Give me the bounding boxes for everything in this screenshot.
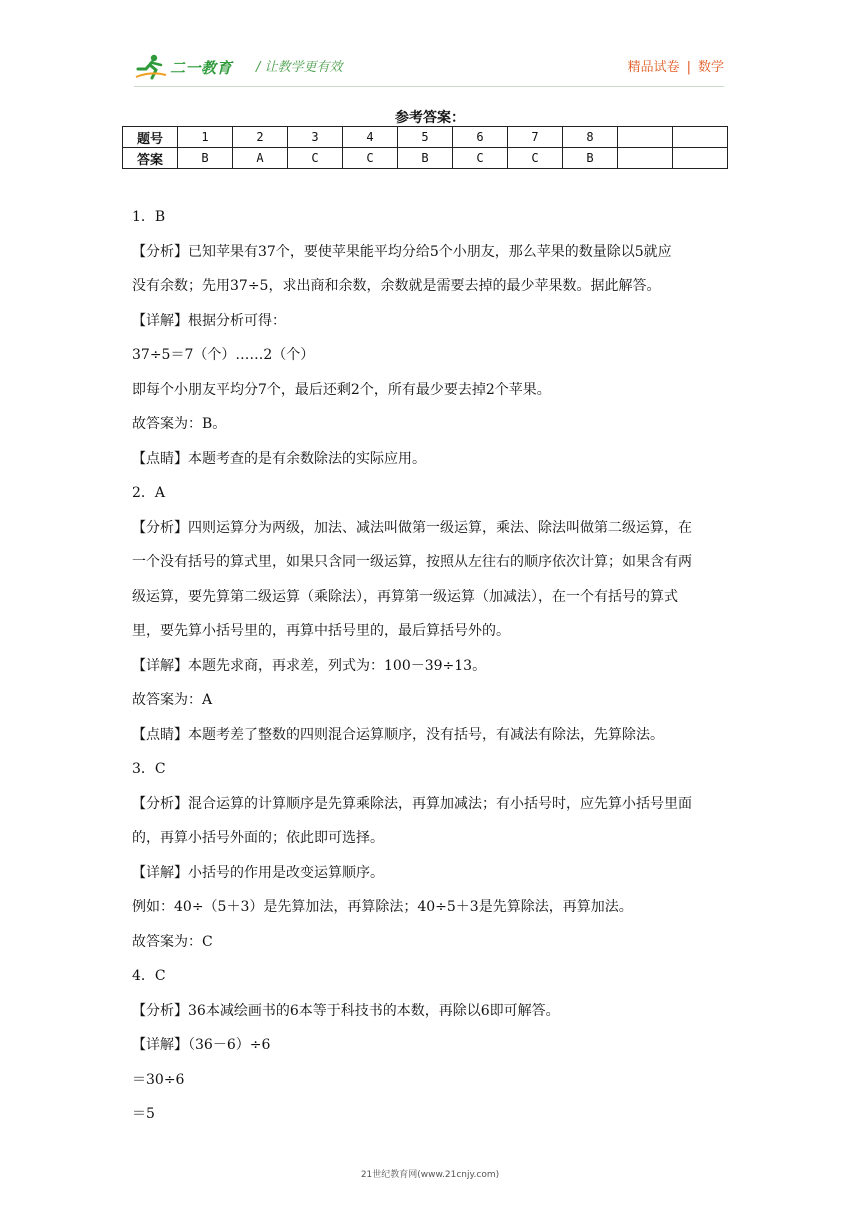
question-heading: 2．A	[132, 485, 166, 501]
row-label: 题号	[123, 127, 178, 148]
analysis-text: 里，要先算小括号里的，再算中括号里的，最后算括号外的。	[132, 623, 510, 639]
slogan: / 让教学更有效	[256, 60, 343, 75]
logo	[134, 52, 232, 82]
detail-text: 【详解】（36－6）÷6	[132, 1037, 271, 1053]
detail-text: 【详解】小括号的作用是改变运算顺序。	[132, 864, 384, 881]
analysis-text: 级运算，要先算第二级运算（乘除法），再算第一级运算（加减法），在一个有括号的算式	[132, 588, 678, 605]
example-text: 例如：40÷（5＋3）是先算加法，再算除法；40÷5＋3是先算除法，再算加法。	[132, 899, 633, 915]
question-number-cell: 7	[508, 127, 563, 148]
analysis-text: 一个没有括号的算式里，如果只含同一级运算，按照从左往右的顺序依次计算；如果含有两	[132, 554, 692, 570]
answer-cell: C	[453, 148, 508, 169]
equation-line: ＝30÷6	[132, 1071, 185, 1088]
answer-cell: C	[508, 148, 563, 169]
comment-text: 【点睛】本题考查的是有余数除法的实际应用。	[132, 450, 426, 467]
question-heading: 1．B	[132, 209, 166, 225]
answer-cell	[673, 148, 728, 169]
answer-statement: 故答案为：C	[132, 933, 213, 950]
question-number-cell	[618, 127, 673, 148]
comment-text: 【点睛】本题考差了整数的四则混合运算顺序，没有括号，有减法有除法，先算除法。	[132, 726, 664, 743]
detail-text: 【详解】本题先求商，再求差，列式为：100－39÷13。	[132, 657, 487, 674]
analysis-text: 【分析】混合运算的计算顺序是先算乘除法，再算加减法；有小括号时，应先算小括号里面	[132, 795, 692, 812]
analysis-text: 【分析】四则运算分为两级，加法、减法叫做第一级运算，乘法、除法叫做第二级运算，在	[132, 519, 692, 536]
analysis-text: 没有余数；先用37÷5，求出商和余数，余数就是需要去掉的最少苹果数。据此解答。	[132, 278, 661, 294]
header-separator: |	[686, 60, 691, 75]
answer-cell: B	[563, 148, 618, 169]
detail-text: 即每个小朋友平均分7个，最后还剩2个，所有最少要去掉2个苹果。	[132, 381, 551, 398]
question-number-cell: 6	[453, 127, 508, 148]
table-row	[123, 127, 728, 148]
page-header	[134, 48, 724, 84]
question-number-cell: 2	[233, 127, 288, 148]
table-row	[123, 148, 728, 169]
row-label: 答案	[123, 148, 178, 169]
answer-statement: 故答案为：A	[132, 692, 213, 708]
analysis-text: 【分析】36本减绘画书的6本等于科技书的本数，再除以6即可解答。	[132, 1002, 560, 1019]
header-category	[628, 56, 724, 75]
subject-label: 数学	[697, 60, 724, 75]
answer-key-title: 参考答案：	[395, 110, 465, 126]
question-number-cell: 5	[398, 127, 453, 148]
answer-cell: C	[288, 148, 343, 169]
logo-text: 二一教育	[170, 58, 233, 77]
answer-statement: 故答案为：B。	[132, 416, 227, 432]
question-heading: 4．C	[132, 968, 166, 984]
category-label: 精品试卷	[627, 60, 680, 75]
answer-key-table	[122, 126, 728, 169]
answer-cell	[618, 148, 673, 169]
header-divider	[134, 86, 724, 87]
question-number-cell: 1	[178, 127, 233, 148]
question-heading: 3．C	[132, 761, 166, 777]
question-number-cell	[673, 127, 728, 148]
answer-cell: B	[398, 148, 453, 169]
question-number-cell: 8	[563, 127, 618, 148]
answer-cell: B	[178, 148, 233, 169]
equation-line: 37÷5＝7（个）……2（个）	[132, 347, 315, 363]
detail-text: 【详解】根据分析可得：	[132, 312, 286, 329]
question-number-cell: 4	[343, 127, 398, 148]
analysis-text: 的，再算小括号外面的；依此即可选择。	[132, 830, 384, 846]
answer-cell: C	[343, 148, 398, 169]
question-number-cell: 3	[288, 127, 343, 148]
solutions-body	[132, 200, 732, 1132]
analysis-text: 【分析】已知苹果有37个，要使苹果能平均分给5个小朋友，那么苹果的数量除以5就应	[132, 243, 672, 260]
runner-logo-icon	[134, 53, 168, 81]
equation-line: ＝5	[132, 1106, 155, 1122]
page-footer: 21世纪教育网(www.21cnjy.com)	[360, 1170, 500, 1180]
answer-cell: A	[233, 148, 288, 169]
